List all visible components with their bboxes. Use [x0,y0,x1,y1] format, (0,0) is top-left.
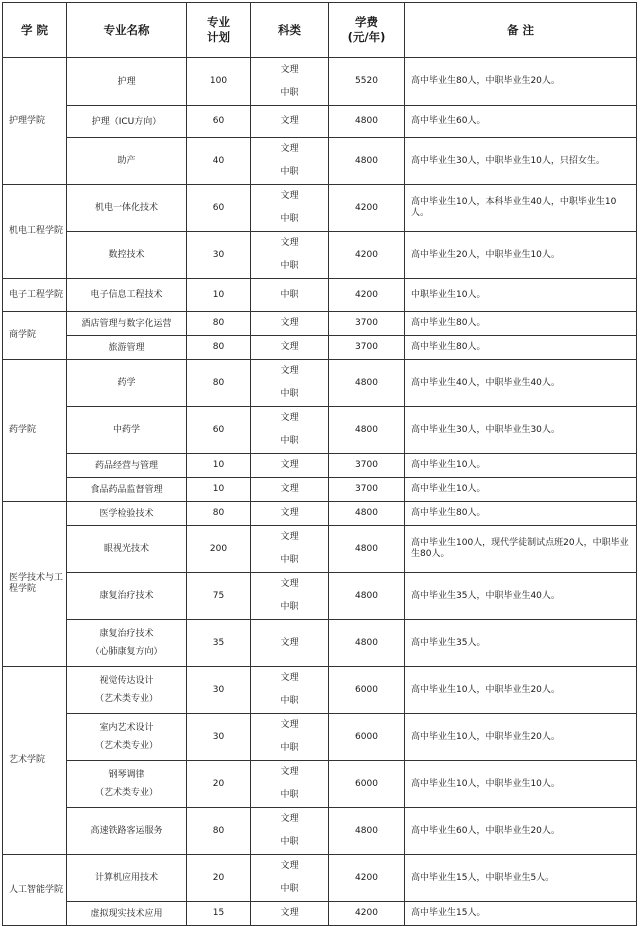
fee-cell: 3700 [329,312,405,336]
major-name: 酒店管理与数字化运营 [81,318,172,329]
fee-cell: 6000 [329,667,405,714]
category-label: 文理 [280,116,299,126]
category-cell [251,312,329,336]
plan-cell: 30 [187,667,251,714]
header-plan [187,3,251,58]
fee-cell: 4200 [329,232,405,279]
major-name: 高速铁路客运服务 [90,826,163,836]
major-name: 护理（ICU方向） [91,116,162,127]
remark-cell: 高中毕业生15人。 [405,902,637,926]
plan-cell: 100 [187,58,251,106]
table-header-row [3,3,637,58]
category-label: 文理 [280,720,299,730]
major-name: 钢琴调律 [108,770,145,780]
table-row [3,185,637,232]
plan-cell: 60 [187,106,251,138]
fee-cell: 5520 [329,58,405,106]
fee-cell: 3700 [329,478,405,502]
header-plan-line1: 专业 [207,15,230,29]
major-name: 医学检验技术 [99,508,154,519]
table-row [3,58,637,106]
major-cell [67,714,187,761]
remark-cell: 高中毕业生35人。 [405,620,637,667]
table-row [3,279,637,312]
category-label: 文理 [280,532,299,542]
major-name: 中药学 [112,425,140,435]
fee-cell: 4200 [329,855,405,902]
category-label: 文理 [280,413,299,423]
major-cell [67,855,187,902]
plan-cell: 20 [187,855,251,902]
remark-cell: 高中毕业生80人。 [405,502,637,526]
college-cell: 人工智能学院 [3,855,67,926]
remark-cell: 高中毕业生10人。 [405,478,637,502]
major-name: 室内艺术设计 [99,723,154,733]
major-name: 电子信息工程技术 [90,290,163,300]
major-cell [67,138,187,185]
category-cell [251,761,329,808]
category-cell [251,360,329,407]
remark-cell: 中职毕业生10人。 [405,279,637,312]
category-label: 中职 [280,261,299,271]
table-row [3,620,637,667]
category-cell [251,902,329,926]
college-cell: 护理学院 [3,58,67,185]
table-row [3,667,637,714]
plan-cell: 10 [187,454,251,478]
table-row [3,808,637,855]
header-fee [329,3,405,58]
fee-cell: 6000 [329,714,405,761]
remark-cell: 高中毕业生10人。 [405,454,637,478]
category-label: 文理 [280,460,299,470]
category-cell [251,106,329,138]
fee-cell: 4200 [329,279,405,312]
header-fee-line1: 学费 [355,15,378,29]
table-row [3,714,637,761]
major-cell [67,761,187,808]
header-category: 科类 [251,3,329,58]
remark-cell: 高中毕业生15人，中职毕业生5人。 [405,855,637,902]
major-name: 药品经营与管理 [94,460,158,471]
category-label: 中职 [280,790,299,800]
category-cell [251,573,329,620]
major-name: 护理 [117,76,136,87]
category-label: 中职 [280,884,299,894]
category-cell [251,58,329,106]
fee-cell: 4800 [329,620,405,667]
category-label: 文理 [280,318,299,328]
college-cell: 机电工程学院 [3,185,67,279]
fee-cell: 3700 [329,336,405,360]
plan-cell: 80 [187,808,251,855]
category-label: 中职 [280,389,299,399]
plan-cell: 80 [187,336,251,360]
plan-cell: 35 [187,620,251,667]
major-name: 眼视光技术 [103,544,149,554]
table-row [3,526,637,573]
fee-cell: 4800 [329,526,405,573]
major-cell [67,620,187,667]
table-row [3,232,637,279]
category-cell [251,185,329,232]
major-cell [67,573,187,620]
major-cell [67,407,187,454]
college-cell: 商学院 [3,312,67,360]
major-name: 康复治疗技术 [99,629,154,639]
category-label: 文理 [280,144,299,154]
fee-cell: 4200 [329,185,405,232]
category-label: 文理 [280,673,299,683]
table-row [3,855,637,902]
fee-cell: 4800 [329,573,405,620]
category-label: 文理 [280,484,299,494]
major-cell [67,312,187,336]
category-label: 中职 [280,289,299,300]
remark-cell: 高中毕业生60人，中职毕业生20人。 [405,808,637,855]
category-cell [251,502,329,526]
category-cell [251,336,329,360]
major-name: 计算机应用技术 [94,873,158,883]
major-cell [67,185,187,232]
table-row [3,312,637,336]
category-cell [251,667,329,714]
college-cell: 医学技术与工程学院 [3,502,67,667]
table-row [3,407,637,454]
college-cell: 药学院 [3,360,67,502]
category-label: 文理 [280,861,299,871]
table-row [3,360,637,407]
major-cell [67,232,187,279]
fee-cell: 4800 [329,407,405,454]
major-cell [67,336,187,360]
major-name: 食品药品监督管理 [90,484,163,495]
table-row [3,336,637,360]
plan-cell: 80 [187,360,251,407]
fee-cell: 4800 [329,808,405,855]
category-cell [251,714,329,761]
category-label: 文理 [280,814,299,824]
remark-cell: 高中毕业生35人，中职毕业生40人。 [405,573,637,620]
category-cell [251,279,329,312]
plan-cell: 75 [187,573,251,620]
plan-cell: 60 [187,185,251,232]
major-name: 康复治疗技术 [99,591,154,601]
header-plan-line2: 计划 [207,30,230,44]
college-cell: 艺术学院 [3,667,67,855]
fee-cell: 4800 [329,106,405,138]
header-remark: 备 注 [405,3,637,58]
fee-cell: 4800 [329,360,405,407]
fee-cell: 3700 [329,454,405,478]
college-cell: 电子工程学院 [3,279,67,312]
plan-cell: 40 [187,138,251,185]
category-label: 文理 [280,579,299,589]
major-name: 视觉传达设计 [99,676,154,686]
remark-cell: 高中毕业生80人，中职毕业生20人。 [405,58,637,106]
fee-cell: 6000 [329,761,405,808]
category-label: 中职 [280,743,299,753]
category-label: 中职 [280,696,299,706]
category-cell [251,454,329,478]
category-label: 文理 [280,637,299,648]
plan-cell: 10 [187,478,251,502]
major-name: 助产 [117,156,136,166]
plan-cell: 80 [187,312,251,336]
category-label: 中职 [280,602,299,612]
remark-cell: 高中毕业生80人。 [405,336,637,360]
remark-cell: 高中毕业生30人，中职毕业生30人。 [405,407,637,454]
table-row [3,138,637,185]
major-cell [67,279,187,312]
category-label: 文理 [280,366,299,376]
category-label: 文理 [280,767,299,777]
major-name: 数控技术 [108,250,145,260]
remark-cell: 高中毕业生30人，中职毕业生10人，只招女生。 [405,138,637,185]
plan-cell: 15 [187,902,251,926]
remark-cell: 高中毕业生100人，现代学徒制试点班20人，中职毕业生80人。 [405,526,637,573]
table-row [3,502,637,526]
category-label: 文理 [280,342,299,352]
category-label: 文理 [280,64,299,75]
major-cell [67,526,187,573]
major-cell [67,478,187,502]
fee-cell: 4800 [329,502,405,526]
remark-cell: 高中毕业生80人。 [405,312,637,336]
major-direction: （艺术类专业） [94,788,158,798]
plan-cell: 60 [187,407,251,454]
fee-cell: 4200 [329,902,405,926]
major-direction: （心肺康复方向） [90,647,163,657]
category-cell [251,526,329,573]
remark-cell: 高中毕业生10人，中职毕业生20人。 [405,667,637,714]
major-name: 旅游管理 [108,342,145,353]
remark-cell: 高中毕业生10人，中职毕业生20人。 [405,714,637,761]
major-cell [67,902,187,926]
remark-cell: 高中毕业生20人，中职毕业生10人。 [405,232,637,279]
major-cell [67,106,187,138]
major-direction: （艺术类专业） [94,741,158,751]
header-fee-line2: (元/年) [347,30,386,44]
category-label: 中职 [280,837,299,847]
major-direction: （艺术类专业） [94,694,158,704]
category-cell [251,407,329,454]
major-cell [67,808,187,855]
header-college: 学 院 [3,3,67,58]
category-cell [251,232,329,279]
remark-cell: 高中毕业生60人。 [405,106,637,138]
category-cell [251,478,329,502]
category-cell [251,808,329,855]
category-label: 文理 [280,238,299,248]
category-label: 中职 [280,555,299,565]
plan-cell: 200 [187,526,251,573]
remark-cell: 高中毕业生40人，中职毕业生40人。 [405,360,637,407]
header-major: 专业名称 [67,3,187,58]
category-label: 中职 [280,167,299,177]
category-cell [251,138,329,185]
table-row [3,454,637,478]
major-name: 机电一体化技术 [94,203,158,213]
category-label: 文理 [280,191,299,201]
category-label: 文理 [280,908,299,918]
plan-cell: 30 [187,714,251,761]
category-label: 中职 [280,436,299,446]
major-cell [67,58,187,106]
plan-cell: 80 [187,502,251,526]
table-row [3,106,637,138]
major-cell [67,360,187,407]
table-row [3,478,637,502]
remark-cell: 高中毕业生10人，本科毕业生40人，中职毕业生10人。 [405,185,637,232]
table-row [3,573,637,620]
table-row [3,902,637,926]
major-cell [67,454,187,478]
plan-cell: 20 [187,761,251,808]
major-name: 药学 [117,378,136,388]
plan-cell: 10 [187,279,251,312]
major-cell [67,667,187,714]
major-cell [67,502,187,526]
table-row [3,761,637,808]
category-label: 中职 [280,214,299,224]
remark-cell: 高中毕业生10人，中职毕业生10人。 [405,761,637,808]
category-cell [251,620,329,667]
plan-cell: 30 [187,232,251,279]
table-body [3,58,637,926]
category-label: 文理 [280,508,299,518]
enrollment-plan-table [2,2,637,926]
fee-cell: 4800 [329,138,405,185]
category-cell [251,855,329,902]
major-name: 虚拟现实技术应用 [90,908,163,919]
category-label: 中职 [280,87,299,98]
